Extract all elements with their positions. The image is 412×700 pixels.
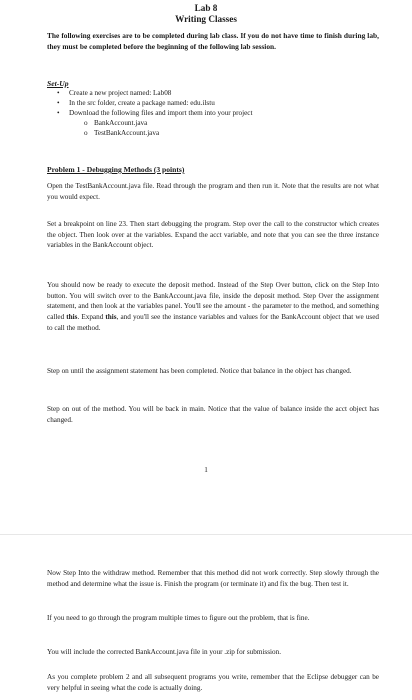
file-item-1 [84,118,147,128]
bullet-icon: • [57,109,60,117]
setup-bullet-1 [57,88,377,98]
page2-paragraph-3: You will include the corrected BankAccount.java file in your .zip for submission. [47,648,282,656]
setup-bullet-2 [57,98,377,108]
problem1-paragraph-3: You should now be ready to execute the deposit method. Instead of the Step Over button, click on the Step Into button. You will switch over to the BankAccount.java file, inside the deposit method. Step Over the assignment statement, and then look at the variables panel. You'll see the amount - the parameter to the method, and something called this. Expand this, and you'll see the instance variables and values for the BankAccount object that we used to call the method. [47,281,379,332]
page-break [0,534,412,535]
setup-heading: Set-Up [47,79,69,88]
bullet-icon: • [57,89,60,97]
page-number: 1 [204,466,208,474]
file-item-2 [84,128,159,138]
problem1-paragraph-2: Set a breakpoint on line 23. Then start debugging the program. Step over the call to the constructor which creates the object. Then look over at the variables. Expand the acct variable, and note that you can see the three instance variables in the BankAccount object. [47,220,379,250]
page2-paragraph-2: If you need to go through the program multiple times to figure out the problem, that is fine. [47,614,310,622]
circle-bullet-icon: o [84,129,88,137]
bullet-icon: • [57,99,60,107]
circle-bullet-icon: o [84,119,88,127]
file-name-1: BankAccount.java [94,119,148,127]
setup-bullet-1-text: Create a new project named: Lab08 [69,89,172,97]
intro-paragraph: The following exercises are to be completed during lab class. If you do not have time to finish during lab, they must be completed before the beginning of the following lab session. [47,31,379,51]
page2-paragraph-4: As you complete problem 2 and all subsequent programs you write, remember that the Eclipse debugger can be very helpful in seeing what the code is actually doing. [47,673,379,692]
problem1-paragraph-5: Step on out of the method. You will be back in main. Notice that the value of balance inside the acct object has changed. [47,405,379,424]
problem1-heading: Problem 1 - Debugging Methods (3 points) [47,165,185,174]
setup-bullet-3 [57,108,377,118]
problem1-paragraph-4: Step on until the assignment statement has been completed. Notice that balance in the object has changed. [47,367,352,375]
lab-title: Writing Classes [175,14,237,24]
problem1-paragraph-1: Open the TestBankAccount.java file. Read through the program and then run it. Note that the results are not what you would expect. [47,182,379,201]
file-name-2: TestBankAccount.java [94,129,160,137]
page2-paragraph-1: Now Step Into the withdraw method. Remember that this method did not work correctly. Step slowly through the method and determine what the issue is. Finish the program (or terminate it) and fix the bug. Then test it. [47,569,379,588]
setup-bullet-2-text: In the src folder, create a package named: edu.ilstu [69,99,215,107]
lab-number: Lab 8 [194,3,218,13]
setup-bullet-3-text: Download the following files and import them into your project [69,109,253,117]
